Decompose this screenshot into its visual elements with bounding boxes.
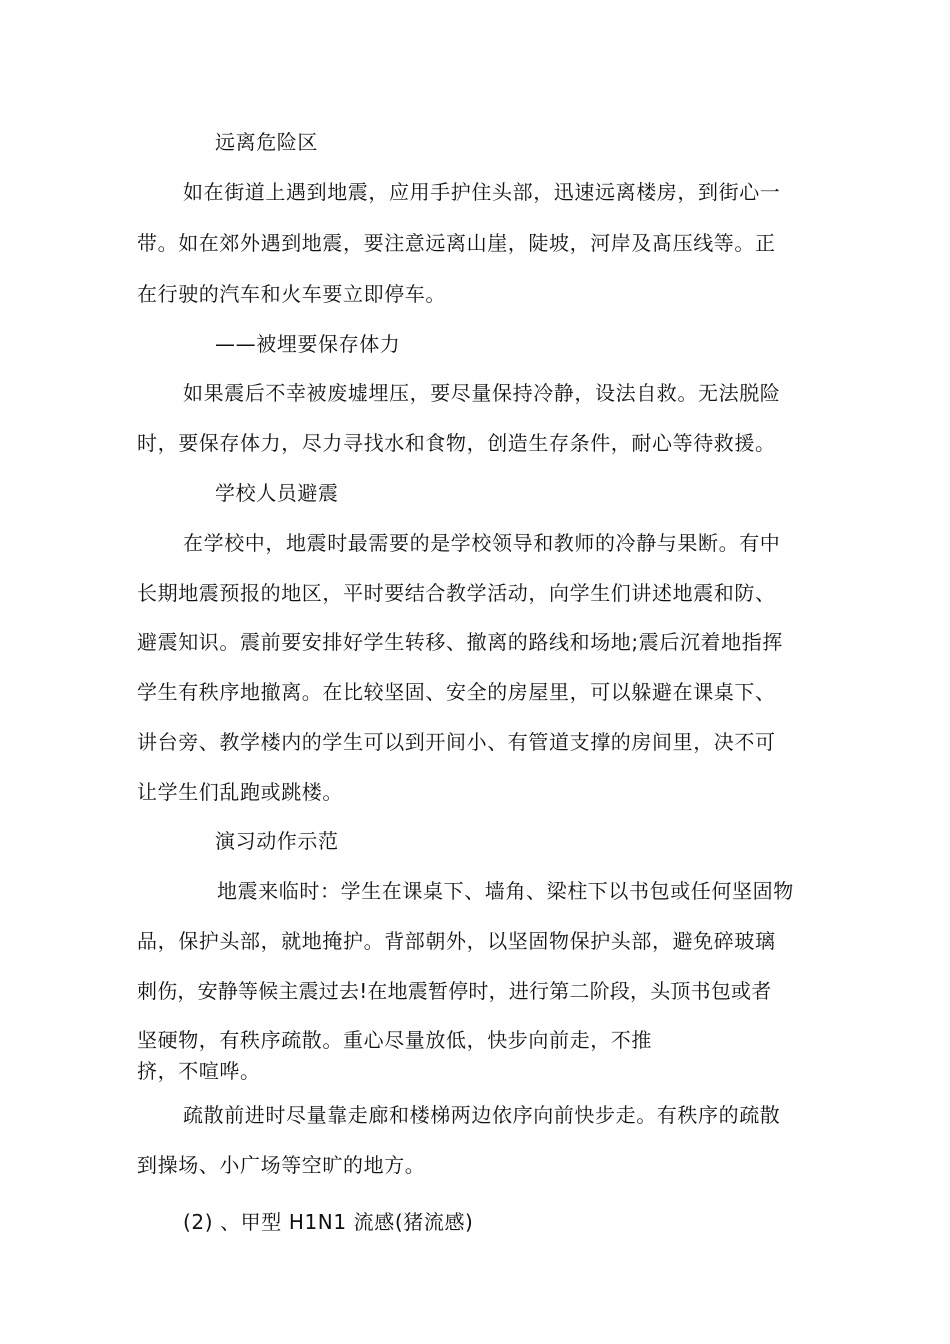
paragraph-line: 讲台旁、教学楼内的学生可以到开间小、有管道支撑的房间里，决不可 bbox=[137, 730, 776, 754]
paragraph-line: 挤，不喧哗。 bbox=[137, 1059, 261, 1083]
paragraph-line: 坚硬物，有秩序疏散。重心尽量放低，快步向前走，不推 bbox=[137, 1028, 652, 1052]
section-heading-drill: 演习动作示范 bbox=[215, 829, 339, 853]
paragraph-line: 时，要保存体力，尽力寻找水和食物，创造生存条件，耐心等待救援。 bbox=[137, 431, 776, 455]
paragraph-line: 带。如在郊外遇到地震，要注意远离山崖，陡坡，河岸及髙压线等。正 bbox=[137, 231, 776, 255]
paragraph-line: 刺伤，安静等候主震过去!在地震暂停时，进行第二阶段，头顶书包或者 bbox=[137, 979, 772, 1003]
paragraph-line: 在学校中，地震时最需要的是学校领导和教师的冷静与果断。有中 bbox=[183, 531, 781, 555]
paragraph-line: 避震知识。震前要安排好学生转移、撤离的路线和场地;震后沉着地指挥 bbox=[137, 630, 783, 654]
paragraph-line: 长期地震预报的地区，平时要结合教学活动，向学生们讲述地震和防、 bbox=[137, 581, 776, 605]
paragraph-line: 如果震后不幸被废墟埋压，要尽量保持冷静，设法自救。无法脱险 bbox=[183, 381, 781, 405]
paragraph-line: 学生有秩序地撤离。在比较坚固、安全的房屋里，可以躲避在课桌下、 bbox=[137, 680, 776, 704]
paragraph-line: 品，保护头部，就地掩护。背部朝外，以坚固物保护头部，避免碎玻璃 bbox=[137, 929, 776, 953]
paragraph-line: 让学生们乱跑或跳楼。 bbox=[137, 780, 343, 804]
section-heading-h1n1: (2) 、甲型 H1N1 流感(猪流感) bbox=[183, 1210, 474, 1234]
section-heading-danger-zone: 远离危险区 bbox=[215, 130, 318, 154]
section-heading-school: 学校人员避震 bbox=[215, 481, 339, 505]
paragraph-line: 到操场、小广场等空旷的地方。 bbox=[137, 1153, 426, 1177]
section-heading-buried: ——被埋要保存体力 bbox=[215, 332, 401, 356]
paragraph-line: 在行驶的汽车和火车要立即停车。 bbox=[137, 282, 446, 306]
paragraph-line: 地震来临时：学生在课桌下、墙角、梁柱下以书包或任何坚固物 bbox=[217, 879, 794, 903]
paragraph-line: 疏散前进时尽量靠走廊和楼梯两边依序向前快步走。有秩序的疏散 bbox=[183, 1103, 781, 1127]
paragraph-line: 如在街道上遇到地震，应用手护住头部，迅速远离楼房，到街心一 bbox=[183, 180, 781, 204]
